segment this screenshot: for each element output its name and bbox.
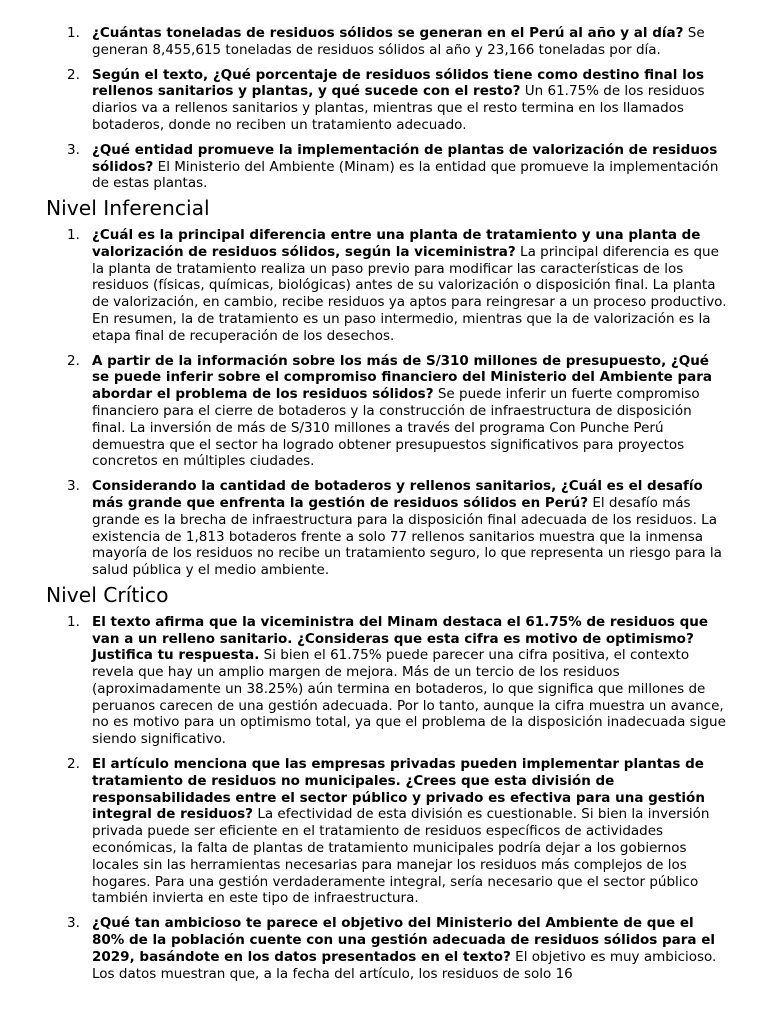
item-number: 3.	[67, 141, 80, 158]
item-number: 2.	[67, 66, 80, 83]
item-number: 1.	[67, 226, 80, 243]
answer-text: El desafío más grande es la brecha de infraestructura para la disposición final adecuada de los residuos. La existencia de 1,813 botaderos frente a solo 77 rellenos sanitarios muestra que la inmensa mayoría de los residuos no recibe un tratamiento seguro, lo que representa un riesgo para la salud pública y el medio ambiente.	[92, 494, 722, 579]
question-text: Considerando la cantidad de botaderos y rellenos sanitarios, ¿Cuál es el desafío más grande que enfrenta la gestión de residuos sólidos en Perú?	[92, 478, 703, 511]
question-text: El texto afirma que la viceministra del Minam destaca el 61.75% de residuos que van a un relleno sanitario. ¿Consideras que esta cifra es motivo de optimismo? Justifica tu respuesta.	[92, 613, 709, 664]
answer-text: Se puede inferir un fuerte compromiso financiero para el cierre de botaderos y la construcción de infraestructura de disposición final. La inversión de más de S/310 millones a través del programa Con Punche Perú demuestra que el sector ha logrado obtener presupuestos significativos para proyectos concretos en múltiples ciudades.	[92, 386, 700, 470]
item-number: 1.	[67, 25, 80, 41]
item-number: 3.	[67, 478, 80, 495]
question-list	[46, 25, 728, 192]
list-item	[46, 614, 728, 748]
question-text: El artículo menciona que las empresas privadas pueden implementar plantas de tratamiento de residuos no municipales. ¿Crees que esta división de responsabilidades entre el sector público y privado es efectiva para una gestión integral de residuos?	[92, 756, 705, 823]
list-item	[46, 142, 728, 192]
question-text: ¿Cuál es la principal diferencia entre una planta de tratamiento y una planta de valorización de residuos sólidos, según la viceministra?	[92, 226, 701, 260]
answer-text: La principal diferencia es que la planta de tratamiento realiza un paso previo para modificar las características de los residuos (físicas, químicas, biológicas) antes de su valorización o disposición final. La planta de valorización, en cambio, recibe residuos ya aptos para reingresar a un proceso productivo. En resumen, la de tratamiento es un paso intermedio, mientras que la de valorización es la etapa final de recuperación de los desechos.	[92, 243, 727, 344]
question-text: ¿Qué entidad promueve la implementación de plantas de valorización de residuos sólidos?	[92, 141, 718, 175]
item-number: 1.	[67, 613, 80, 630]
list-item	[46, 67, 728, 134]
answer-text: Se generan 8,455,615 toneladas de residuos sólidos al año y 23,166 toneladas por día.	[92, 25, 705, 58]
answer-text: El Ministerio del Ambiente (Minam) es la entidad que promueve la implementación de estas plantas.	[92, 158, 719, 192]
answer-text: Un 61.75% de los residuos diarios va a rellenos sanitarios y plantas, mientras que el resto termina en los llamados botaderos, donde no reciben un tratamiento adecuado.	[92, 83, 705, 133]
item-number: 2.	[67, 352, 80, 369]
answer-text: La efectividad de esta división es cuestionable. Si bien la inversión privada puede ser eficiente en el tratamiento de residuos específicos de actividades económicas, la falta de plantas de tratamiento municipales podría dejar a los gobiernos locales sin las herramientas necesarias para manejar los residuos más complejos de los hogares. Para una gestión verdaderamente integral, sería necesario que el sector público también invierta en este tipo de infraestructura.	[92, 806, 710, 907]
answer-text: Si bien el 61.75% puede parecer una cifra positiva, el contexto revela que hay un amplio margen de mejora. Más de un tercio de los residuos (aproximadamente un 38.25%) aún termina en botaderos, lo que significa que millones de peruanos carecen de una gestión adecuada. Por lo tanto, aunque la cifra muestra un avance, no es motivo para un optimismo total, ya que el problema de la disposición inadecuada sigue siendo significativo.	[92, 647, 726, 748]
list-item	[46, 25, 728, 59]
question-list	[46, 614, 728, 983]
section-heading: Nivel Inferencial	[46, 196, 210, 221]
list-item	[46, 756, 728, 907]
item-number: 2.	[67, 756, 80, 773]
answer-text: El objetivo es muy ambicioso. Los datos muestran que, a la fecha del artículo, los residuos de solo 16	[92, 948, 717, 982]
section-literal	[46, 25, 728, 192]
question-text: ¿Cuántas toneladas de residuos sólidos se generan en el Perú al año y al día?	[92, 25, 684, 41]
list-item	[46, 915, 728, 982]
question-text: Según el texto, ¿Qué porcentaje de residuos sólidos tiene como destino final los rellenos sanitarios y plantas, y qué sucede con el resto?	[92, 66, 705, 100]
item-number: 3.	[67, 915, 80, 932]
section-heading: Nivel Crítico	[46, 582, 169, 607]
section-critico	[46, 582, 728, 983]
question-text: A partir de la información sobre los más de S/310 millones de presupuesto, ¿Qué se puede inferir sobre el compromiso financiero del Ministerio del Ambiente para abordar el problema de los residuos sólidos?	[92, 352, 713, 403]
question-text: ¿Qué tan ambicioso te parece el objetivo del Ministerio del Ambiente de que el 80% de la población cuente con una gestión adecuada de residuos sólidos para el 2029, basándote en los datos presentados en el texto?	[92, 915, 716, 965]
list-item	[46, 353, 728, 471]
question-list	[46, 227, 728, 579]
list-item	[46, 478, 728, 579]
section-inferencial	[46, 196, 728, 579]
list-item	[46, 227, 728, 345]
